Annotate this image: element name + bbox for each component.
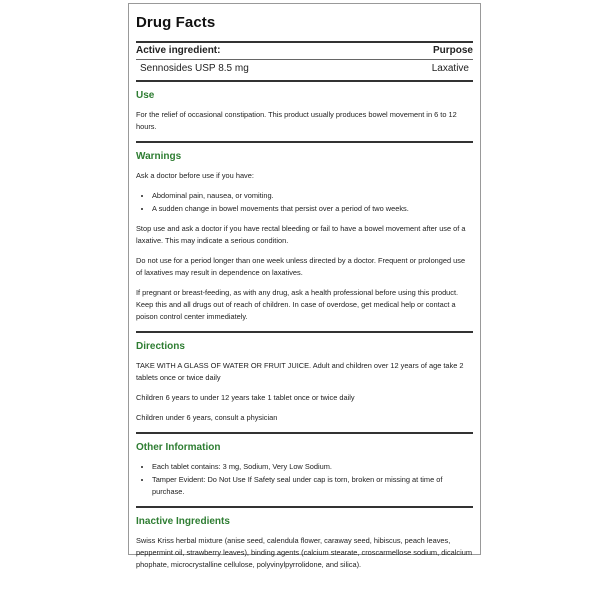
inactive-ingredients-text: Swiss Kriss herbal mixture (anise seed, calendula flower, caraway seed, hibiscus, peach leaves, peppermint oil, strawberry leaves), binding agents (calcium stearate, croscarmellose sodium, dicalcium phophate, microcrystalline cellulose, polyvinylpyrrolidone, and silica). — [136, 536, 473, 569]
drug-facts-panel — [128, 3, 481, 569]
list-item: • A sudden change in bowel movements that persist over a period of two weeks. — [152, 203, 473, 215]
warnings-list — [136, 190, 473, 215]
directions-paragraph: Children under 6 years, consult a physician — [136, 413, 278, 422]
active-ingredient-header — [136, 43, 473, 59]
divider — [136, 80, 473, 82]
warnings-paragraph: If pregnant or breast-feeding, as with any drug, ask a health professional before using this product. Keep this and all drugs out of reach of children. In case of overdose, get medical help or contact a poison control center immediately. — [136, 288, 459, 321]
active-ingredient-label: Active ingredient: — [136, 45, 221, 56]
divider — [136, 506, 473, 508]
list-item: • Each tablet contains: 3 mg, Sodium, Very Low Sodium. — [152, 461, 473, 473]
divider — [136, 432, 473, 434]
use-section — [136, 90, 473, 133]
directions-paragraph: TAKE WITH A GLASS OF WATER OR FRUIT JUICE. Adult and children over 12 years of age take 2 tablets once or twice daily — [136, 361, 464, 382]
other-information-heading: Other Information — [136, 442, 221, 453]
inactive-ingredients-heading: Inactive Ingredients — [136, 516, 230, 527]
other-information-section — [136, 442, 473, 498]
inactive-ingredients-section — [136, 516, 473, 571]
other-information-list — [136, 461, 473, 498]
warnings-paragraph: Do not use for a period longer than one week unless directed by a doctor. Frequent or prolonged use of laxatives may result in dependence on laxatives. — [136, 256, 466, 277]
divider — [136, 141, 473, 143]
drug-facts-title: Drug Facts — [136, 14, 216, 31]
list-item: • Abdominal pain, nausea, or vomiting. — [152, 190, 473, 202]
active-ingredient-value: Sennosides USP 8.5 mg — [140, 63, 249, 74]
use-text: For the relief of occasional constipation. This product usually produces bowel movement in 6 to 12 hours. — [136, 110, 457, 131]
directions-paragraph: Children 6 years to under 12 years take 1 tablet once or twice daily — [136, 393, 355, 402]
divider — [136, 331, 473, 333]
warnings-intro: Ask a doctor before use if you have: — [136, 171, 254, 180]
use-heading: Use — [136, 90, 155, 101]
directions-heading: Directions — [136, 341, 185, 352]
purpose-label: Purpose — [432, 45, 473, 56]
directions-section — [136, 341, 473, 424]
purpose-value: Laxative — [431, 63, 469, 74]
list-item: • Tamper Evident: Do Not Use If Safety seal under cap is torn, broken or missing at time of purchase. — [152, 474, 473, 498]
warnings-paragraph: Stop use and ask a doctor if you have rectal bleeding or fail to have a bowel movement after use of a laxative. This may indicate a serious condition. — [136, 224, 466, 245]
warnings-heading: Warnings — [136, 151, 182, 162]
active-ingredient-row — [136, 60, 473, 80]
warnings-section — [136, 151, 473, 323]
